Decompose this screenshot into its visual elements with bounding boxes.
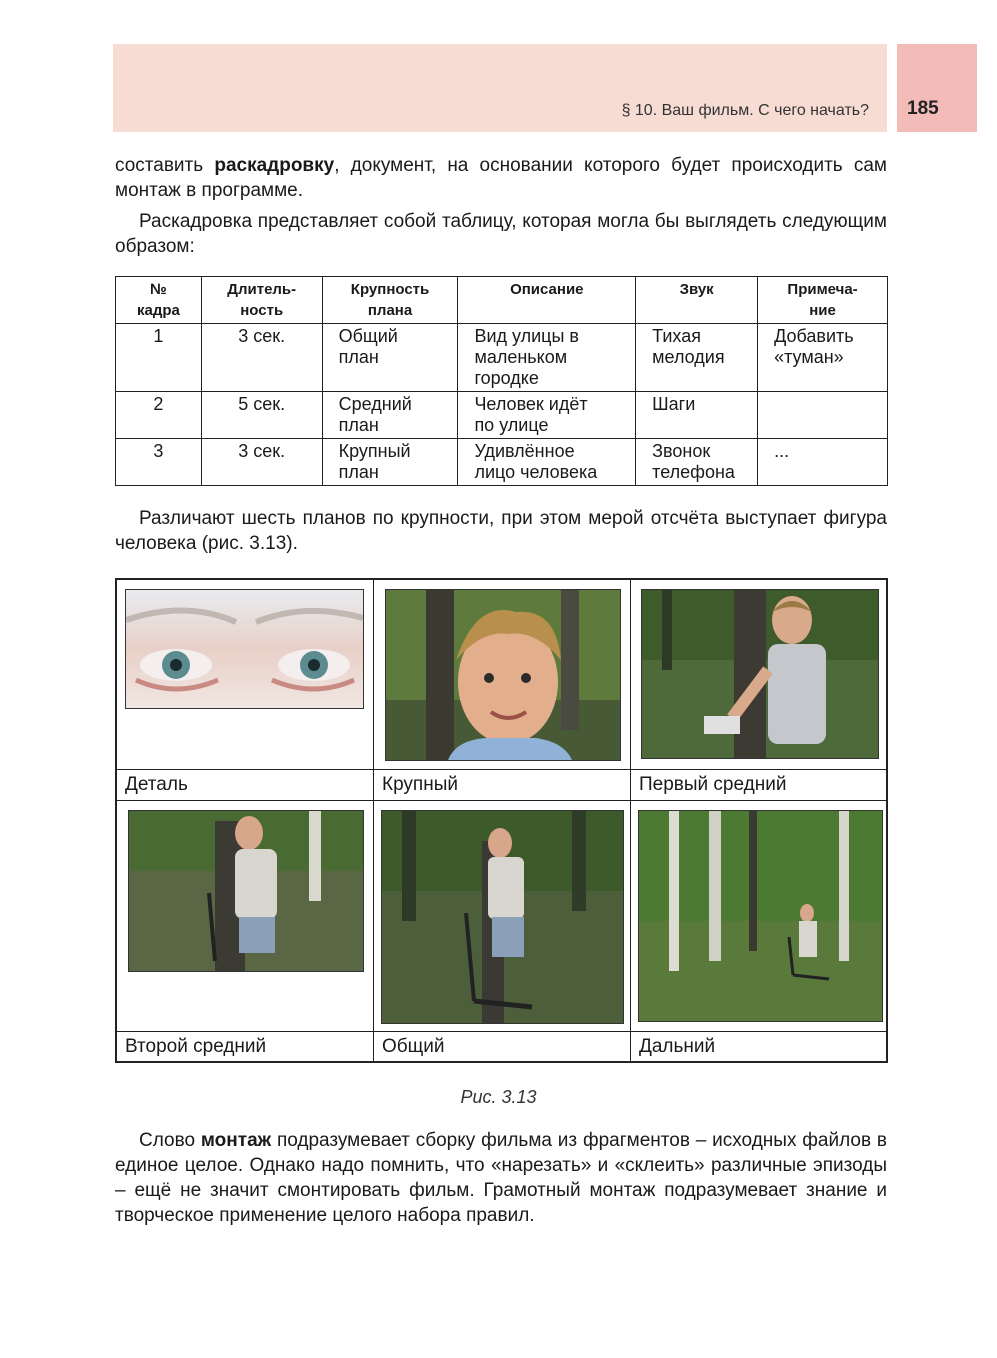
cell-description: Удивлённое лицо человека bbox=[458, 439, 636, 486]
table-header-row bbox=[116, 277, 888, 324]
figure-cell-detail bbox=[116, 579, 374, 770]
term-storyboard: раскадровку bbox=[214, 155, 335, 176]
cell-note: ... bbox=[758, 439, 888, 486]
section-title: § 10. Ваш фильм. С чего начать? bbox=[621, 102, 869, 119]
montage-text: Слово bbox=[139, 1130, 201, 1151]
photo-detail bbox=[125, 589, 364, 709]
label-closeup: Крупный bbox=[373, 769, 631, 801]
cell-sound: Шаги bbox=[636, 392, 758, 439]
cell-frame-num: 2 bbox=[116, 392, 202, 439]
col-header-shot-size: Крупность плана bbox=[322, 277, 458, 324]
col-header-note: Примеча- ние bbox=[758, 277, 888, 324]
intro-text-cont: , документ, на основании которого будет происходить сам монтаж в программе. bbox=[115, 155, 887, 201]
cell-description: Вид улицы в маленьком городке bbox=[458, 324, 636, 392]
photo-long bbox=[638, 810, 883, 1022]
col-header-sound: Звук bbox=[636, 277, 758, 324]
figure-cell-general bbox=[373, 800, 631, 1032]
page-number: 185 bbox=[907, 98, 939, 119]
figure-cell-medium-second bbox=[116, 800, 374, 1032]
eyes-closeup-image bbox=[126, 590, 363, 708]
figure-cell-medium-first bbox=[630, 579, 887, 770]
plans-paragraph: Различают шесть планов по крупности, при этом мерой отсчёта выступает фигура человека (рис. 3.13). bbox=[115, 508, 887, 554]
cell-shot-size: Крупный план bbox=[322, 439, 458, 486]
figure-shot-sizes bbox=[115, 578, 888, 1063]
col-header-frame: № кадра bbox=[116, 277, 202, 324]
montage-paragraph bbox=[115, 1128, 887, 1228]
intro-paragraph-1 bbox=[115, 153, 887, 203]
cell-shot-size: Общий план bbox=[322, 324, 458, 392]
figure-cell-long bbox=[630, 800, 887, 1032]
cell-duration: 3 сек. bbox=[201, 324, 322, 392]
boy-closeup-image bbox=[386, 590, 620, 760]
col-header-description: Описание bbox=[458, 277, 636, 324]
cell-sound: Звонок телефона bbox=[636, 439, 758, 486]
cell-frame-num: 1 bbox=[116, 324, 202, 392]
table-row bbox=[116, 324, 888, 392]
page-number-box bbox=[897, 44, 977, 132]
cell-frame-num: 3 bbox=[116, 439, 202, 486]
figure-cell-closeup bbox=[373, 579, 631, 770]
label-medium-second: Второй средний bbox=[116, 1031, 374, 1062]
cell-note bbox=[758, 392, 888, 439]
label-detail: Деталь bbox=[116, 769, 374, 801]
photo-closeup bbox=[385, 589, 621, 761]
figure-caption: Рис. 3.13 bbox=[460, 1087, 537, 1107]
cell-sound: Тихая мелодия bbox=[636, 324, 758, 392]
boy-scooter-full-image bbox=[382, 811, 623, 1023]
cell-description: Человек идёт по улице bbox=[458, 392, 636, 439]
table-row bbox=[116, 439, 888, 486]
cell-shot-size: Средний план bbox=[322, 392, 458, 439]
term-montage: монтаж bbox=[200, 1130, 272, 1151]
photo-general bbox=[381, 810, 624, 1024]
label-medium-first: Первый средний bbox=[630, 769, 887, 801]
col-header-duration: Длитель- ность bbox=[201, 277, 322, 324]
cell-duration: 3 сек. bbox=[201, 439, 322, 486]
running-header bbox=[113, 44, 887, 132]
storyboard-table bbox=[115, 276, 888, 486]
photo-medium-second bbox=[128, 810, 364, 972]
label-long: Дальний bbox=[630, 1031, 887, 1062]
boy-medium-image bbox=[642, 590, 878, 758]
table-row bbox=[116, 392, 888, 439]
intro-paragraph-2: Раскадровка представляет собой таблицу, которая могла бы выглядеть следующим образом: bbox=[115, 211, 887, 257]
cell-note: Добавить «туман» bbox=[758, 324, 888, 392]
boy-scooter-medium-image bbox=[129, 811, 363, 971]
cell-duration: 5 сек. bbox=[201, 392, 322, 439]
photo-medium-first bbox=[641, 589, 879, 759]
intro-text: составить bbox=[115, 155, 215, 176]
montage-text-cont: подразумевает сборку фильма из фрагментов – исходных файлов в единое целое. Однако надо помнить, что «нарезать» и «склеить» различные эпизоды – ещё не значит смонтировать фильм. Грамотный монтаж подразумевает знание и творческое применение целого набора правил. bbox=[115, 1130, 887, 1226]
label-general: Общий bbox=[373, 1031, 631, 1062]
boy-long-shot-image bbox=[639, 811, 882, 1021]
